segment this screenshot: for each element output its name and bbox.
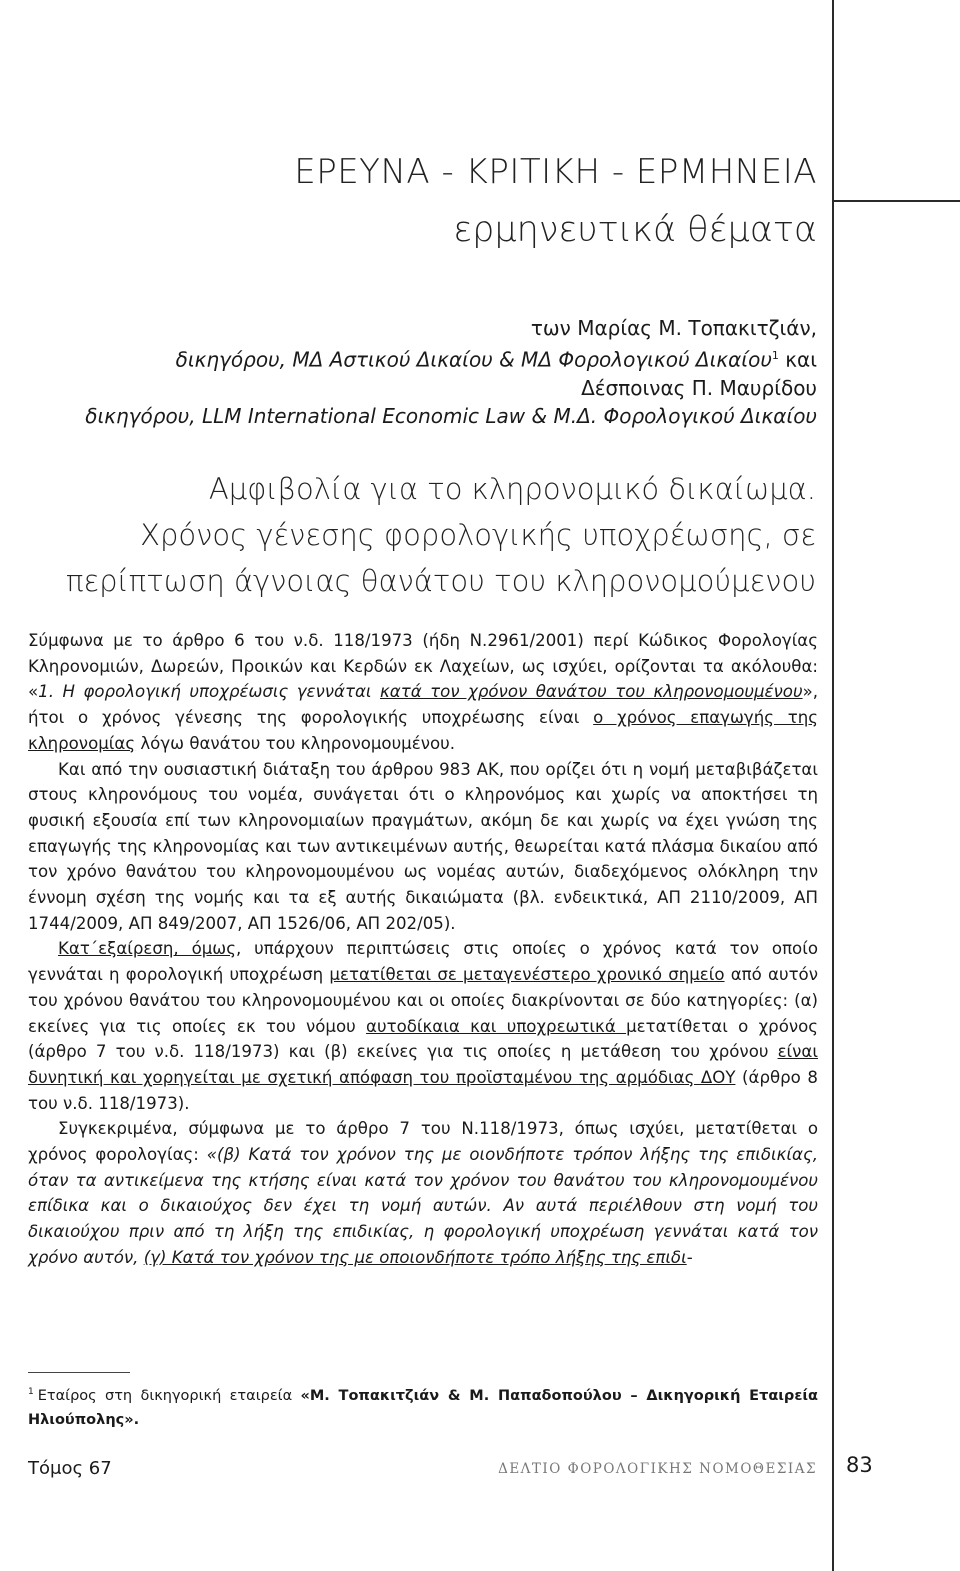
author2-title: δικηγόρου, LLM International Economic Law & Μ.Δ. Φορολογικού Δικαίου xyxy=(85,403,817,428)
article-title xyxy=(22,466,816,604)
footnote-rule xyxy=(28,1372,130,1373)
p3-text-b: , υπάρχουν περιπτώσεις στις οποίες ο χρόνος κατά τον οποίο γεννάται η φορολογική υποχρέωση xyxy=(28,939,818,985)
p3-text-d: από αυτόν του χρόνου θανάτου του κληρονομουμένου και οι οποίες διακρίνονται σε δύο κατηγορίες: (α) εκείνες για τις οποίες εκ του νόμου xyxy=(28,965,818,1036)
p4-hyphen: - xyxy=(686,1247,693,1267)
authors-prefix: των xyxy=(530,316,578,340)
footnote-ref[interactable]: 1 xyxy=(771,349,779,362)
p3-underlined-g: είναι δυνητική και χορηγείται με σχετική απόφαση του προϊσταμένου της αρμόδιας ΔΟΥ xyxy=(28,1042,818,1087)
page-number: 83 xyxy=(846,1453,873,1477)
p3-underlined-a: Κατ΄εξαίρεση, όμως xyxy=(58,939,236,959)
author1-name: Μαρίας Μ. Τοπακιτζιάν, xyxy=(577,316,817,340)
footnote-text-b: «Μ. Τοπακιτζιάν & Μ. Παπαδοπούλου – Δικηγορική Εταιρεία Ηλιούπολης». xyxy=(28,1387,818,1428)
article-title-line-1: Αμφιβολία για το κληρονομικό δικαίωμα. xyxy=(208,472,816,506)
paragraph-1 xyxy=(28,628,818,757)
footer-volume: Τόμος 67 xyxy=(28,1458,112,1479)
authors-conjunction: και xyxy=(778,347,817,372)
p1-quote-italic: 1. Η φορολογική υποχρέωσις γεννάται xyxy=(38,682,381,702)
p1-text-f: λόγω θανάτου του κληρονομουμένου. xyxy=(135,733,456,753)
paragraph-2: Και από την ουσιαστική διάταξη του άρθρου 983 ΑΚ, που ορίζει ότι η νομή μεταβιβάζεται στους κληρονόμους του νομέα, συνάγεται ότι ο κληρονόμος και χωρίς να αποκτήσει τη φυσική εξουσία επί των κληρονομιαίων πραγμάτων, ακόμη δε και χωρίς να έχει γνώση της επαγωγής της κληρονομίας και των αντικειμένων αυτής, θεωρείται κατά πλάσμα δικαίου από τον χρόνο θανάτου του κληρονομουμένου ως νομέας αυτών, διαδεχόμενος ολόκληρη την έννομη σχέση της νομής και τα εξ αυτής δικαιώματα (βλ. ενδεικτικά, ΑΠ 2110/2009, ΑΠ 1744/2009, ΑΠ 849/2007, ΑΠ 1526/06, ΑΠ 202/05). xyxy=(28,759,818,933)
section-subtitle: ερμηνευτικά θέματα xyxy=(453,210,817,250)
authors-block xyxy=(85,314,817,430)
article-title-line-2: Χρόνος γένεσης φορολογικής υποχρέωσης, σε xyxy=(140,518,816,552)
footnote xyxy=(28,1380,818,1432)
author2-name: Δέσποινας Π. Μαυρίδου xyxy=(581,375,817,400)
p3-underlined-e: αυτοδίκαια και υποχρεωτικά xyxy=(366,1016,627,1036)
footnote-text-a: Εταίρος στη δικηγορική εταιρεία xyxy=(37,1387,301,1404)
article-body xyxy=(28,628,818,1271)
p4-quote-italic: «(β) Κατά τον χρόνον της με οιονδήποτε τρόπον λήξης της επιδικίας, όταν τα αντικείμενα της κτήσης είναι κατά τον χρόνον του θανάτου του κληρονομουμένου επίδικα και ο δικαιούχος δεν έχει τη νομή αυτών. Αν αυτά περιέλθουν στη νομή του δικαιούχου πριν από τη λήξη της επιδικίας, η φορολογική υποχρέωση γεννάται κατά τον χρόνο αυτόν, xyxy=(28,1145,818,1267)
paragraph-4 xyxy=(28,1116,818,1270)
p3-underlined-c: μετατίθεται σε μεταγενέστερο χρονικό σημείο xyxy=(329,965,725,985)
author1-title-line xyxy=(85,342,817,374)
p1-text-a: Σύμφωνα με το άρθρο 6 του ν.δ. 118/1973 (ήδη Ν.2961/2001) περί Κώδικος Φορολογίας Κληρονομιών, Δωρεών, Προικών και Κερδών εκ Λαχείων, ως ισχύει, ορίζονται τα ακόλουθα: « xyxy=(28,631,818,702)
author1-title: δικηγόρου, ΜΔ Αστικού Δικαίου & ΜΔ Φορολογικού Δικαίου xyxy=(175,347,772,372)
footnote-mark: 1 xyxy=(28,1387,34,1397)
section-title: ΕΡΕΥΝΑ - ΚΡΙΤΙΚΗ - ΕΡΜΗΝΕΙΑ xyxy=(294,152,817,192)
header-rule xyxy=(832,200,960,202)
paragraph-3 xyxy=(28,936,818,1116)
p1-quote-underlined: κατά τον χρόνον θανάτου του κληρονομουμένου xyxy=(380,682,803,702)
right-margin-rule xyxy=(832,0,834,1571)
p4-text-a: Συγκεκριμένα, σύμφωνα με το άρθρο 7 του Ν.118/1973, όπως ισχύει, μετατίθεται ο χρόνος φορολογίας: xyxy=(28,1119,818,1165)
author1-line xyxy=(85,314,817,342)
p3-text-f: μετατίθεται ο χρόνος (άρθρο 7 του ν.δ. 118/1973) και (β) εκείνες για τις οποίες η μετάθεση του χρόνου xyxy=(28,1016,819,1062)
p4-quote-underlined: (γ) Κατά τον χρόνον της με οποιονδήποτε τρόπο λήξης της επιδι xyxy=(143,1247,687,1267)
p1-text-d: », ήτοι ο χρόνος γένεσης της φορολογικής υποχρέωσης είναι xyxy=(28,682,818,728)
p3-text-h: (άρθρο 8 του ν.δ. 118/1973). xyxy=(28,1067,818,1113)
footer-journal-name: ΔΕΛΤΙΟ ΦΟΡΟΛΟΓΙΚΗΣ ΝΟΜΟΘΕΣΙΑΣ xyxy=(498,1461,817,1477)
p1-underlined-e: ο χρόνος επαγωγής της κληρονομίας xyxy=(28,708,818,753)
article-title-line-3: περίπτωση άγνοιας θανάτου του κληρονομούμενου xyxy=(65,564,816,598)
